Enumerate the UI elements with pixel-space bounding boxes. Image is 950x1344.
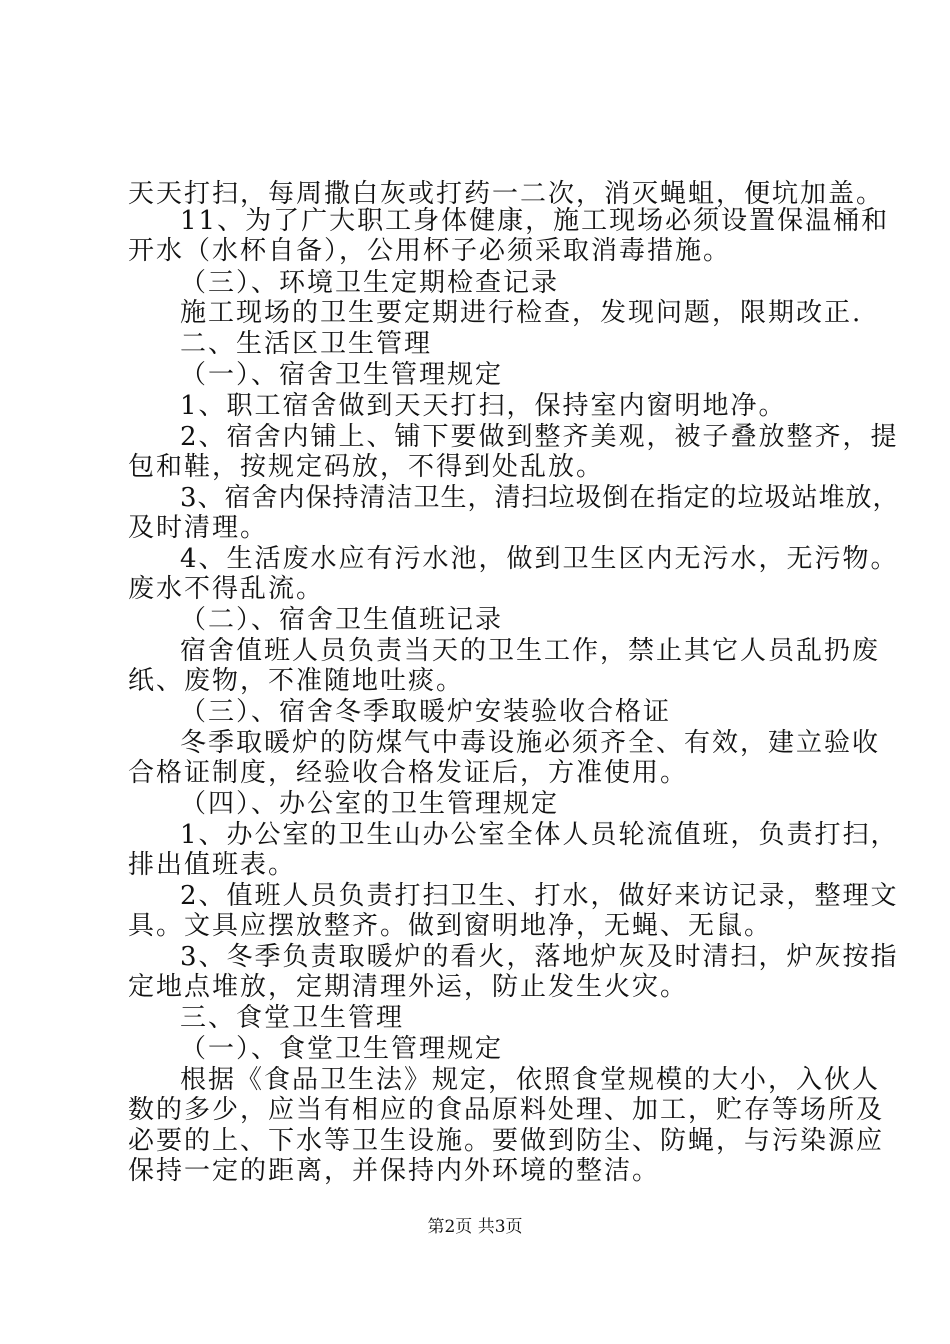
text-line: 及时清理。 [128,513,269,543]
text-line: 3、宿舍内保持清洁卫生，清扫垃圾倒在指定的垃圾站堆放， [180,483,900,513]
section-heading: （四）、办公室的卫生管理规定 [180,789,560,819]
text-line: 施工现场的卫生要定期进行检查，发现问题，限期改正. [180,298,863,328]
section-heading: （三）、环境卫生定期检查记录 [180,268,560,298]
text-line: 1、职工宿舍做到天天打扫，保持室内窗明地净。 [180,391,787,421]
text-line: 保持一定的距离，并保持内外环境的整洁。 [128,1156,661,1186]
section-heading: （一）、宿舍卫生管理规定 [180,360,504,390]
text-line: 合格证制度，经验收合格发证后，方准使用。 [128,758,689,788]
text-line: 纸、废物，不准随地吐痰。 [128,666,465,696]
text-line: 宿舍值班人员负责当天的卫生工作，禁止其它人员乱扔废 [180,636,881,666]
section-heading: （三）、宿舍冬季取暖炉安装验收合格证 [180,697,672,727]
text-line: 2、宿舍内铺上、铺下要做到整齐美观，被子叠放整齐，提 [180,422,899,452]
section-heading: （二）、宿舍卫生值班记录 [180,605,504,635]
text-line: 天天打扫，每周撒白灰或打药一二次，消灭蝇蛆，便坑加盖。 [128,179,885,209]
text-line: 数的多少，应当有相应的食品原料处理、加工，贮存等场所及 [128,1095,885,1125]
text-line: 废水不得乱流。 [128,574,325,604]
text-line: 2、值班人员负责打扫卫生、打水，做好来访记录，整理文 [180,881,899,911]
text-line: 根据《食品卫生法》规定，依照食堂规模的大小，入伙人 [180,1065,881,1095]
text-line: 冬季取暖炉的防煤气中毒设施必须齐全、有效，建立验收 [180,728,881,758]
text-line: 4、生活废水应有污水池，做到卫生区内无污水，无污物。 [180,544,899,574]
text-line: 定地点堆放，定期清理外运，防止发生火灾。 [128,972,689,1002]
section-heading: 三、食堂卫生管理 [180,1003,405,1033]
section-heading: （一）、食堂卫生管理规定 [180,1034,504,1064]
text-line: 包和鞋，按规定码放，不得到处乱放。 [128,452,605,482]
text-line: 1、办公室的卫生山办公室全体人员轮流值班，负责打扫， [180,820,899,850]
text-line: 11、为了广大职工身体健康，施工现场必须设置保温桶和 [180,206,890,236]
page-number-footer: 第2页 共3页 [427,1217,523,1237]
text-line: 具。文具应摆放整齐。做到窗明地净，无蝇、无鼠。 [128,911,773,941]
text-line: 排出值班表。 [128,850,297,880]
text-line: 3、冬季负责取暖炉的看火，落地炉灰及时清扫，炉灰按指 [180,942,899,972]
text-line: 必要的上、下水等卫生设施。要做到防尘、防蝇，与污染源应 [128,1126,885,1156]
text-line: 开水（水杯自备），公用杯子必须采取消毒措施。 [128,236,732,266]
section-heading: 二、生活区卫生管理 [180,329,433,359]
